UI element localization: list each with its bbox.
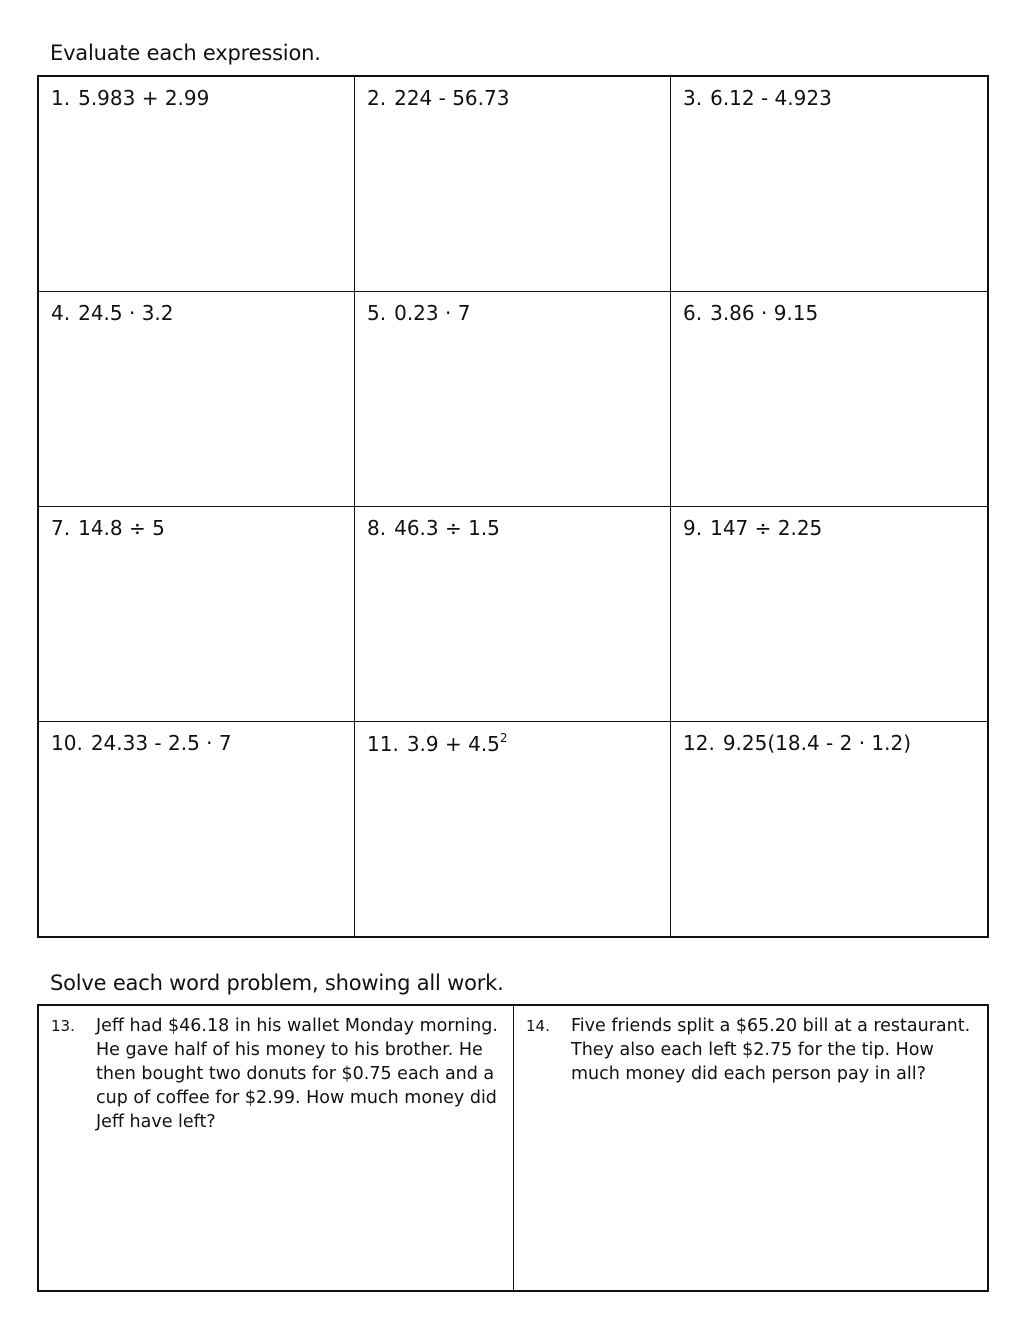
word-problem-text: Five friends split a $65.20 bill at a restaurant. They also each left $2.75 for the tip. How much money did each person pay in all?: [571, 1016, 971, 1084]
problem-expression: 5.983 + 2.99: [78, 86, 210, 110]
problem-number: 5.: [367, 301, 387, 325]
word-problem-cell-14[interactable]: [514, 1006, 987, 1290]
problem-number: 7.: [51, 516, 71, 540]
problem-cell-1[interactable]: [39, 77, 355, 292]
section-heading-word-problems: Solve each word problem, showing all work.: [50, 971, 504, 995]
problem-number: 10.: [51, 731, 83, 755]
problem-number: 12.: [683, 731, 715, 755]
problem-cell-7[interactable]: [39, 507, 355, 722]
problem-expression: 9.25(18.4 - 2 · 1.2): [722, 731, 912, 755]
word-problem-cell-13[interactable]: [39, 1006, 514, 1290]
problem-expression: 24.5 · 3.2: [78, 301, 174, 325]
problem-cell-9[interactable]: [671, 507, 987, 722]
section-heading-evaluate: Evaluate each expression.: [50, 41, 321, 65]
problem-expression: 6.12 - 4.923: [710, 86, 832, 110]
problem-number: 2.: [367, 86, 387, 110]
problem-number: 6.: [683, 301, 703, 325]
expression-grid: [37, 75, 989, 938]
problem-number: 4.: [51, 301, 71, 325]
problem-number: 8.: [367, 516, 387, 540]
problem-cell-8[interactable]: [355, 507, 671, 722]
problem-number: 1.: [51, 86, 71, 110]
problem-cell-10[interactable]: [39, 722, 355, 936]
problem-cell-4[interactable]: [39, 292, 355, 507]
problem-cell-2[interactable]: [355, 77, 671, 292]
problem-expression: 224 - 56.73: [394, 86, 510, 110]
problem-expression: 3.86 · 9.15: [710, 301, 819, 325]
problem-number: 9.: [683, 516, 703, 540]
problem-expression: 46.3 ÷ 1.5: [394, 516, 500, 540]
word-problem-text: Jeff had $46.18 in his wallet Monday morning. He gave half of his money to his brother. He then bought two donuts for $0.75 each and a cup of coffee for $2.99. How much money did Jeff have left?: [96, 1016, 498, 1132]
problem-cell-12[interactable]: [671, 722, 987, 936]
problem-number: 11.: [367, 732, 399, 756]
problem-exponent: 2: [499, 731, 508, 745]
problem-expression: 147 ÷ 2.25: [710, 516, 823, 540]
problem-expression: 24.33 - 2.5 · 7: [90, 731, 232, 755]
word-problem-number: 13.: [51, 1017, 75, 1035]
word-problem-grid: [37, 1004, 989, 1292]
problem-cell-3[interactable]: [671, 77, 987, 292]
problem-cell-6[interactable]: [671, 292, 987, 507]
problem-cell-5[interactable]: [355, 292, 671, 507]
problem-expression: 14.8 ÷ 5: [78, 516, 165, 540]
word-problem-number: 14.: [526, 1017, 550, 1035]
problem-cell-11[interactable]: [355, 722, 671, 936]
problem-number: 3.: [683, 86, 703, 110]
problem-expression: 0.23 · 7: [394, 301, 471, 325]
problem-expression: 3.9 + 4.5: [406, 732, 500, 756]
